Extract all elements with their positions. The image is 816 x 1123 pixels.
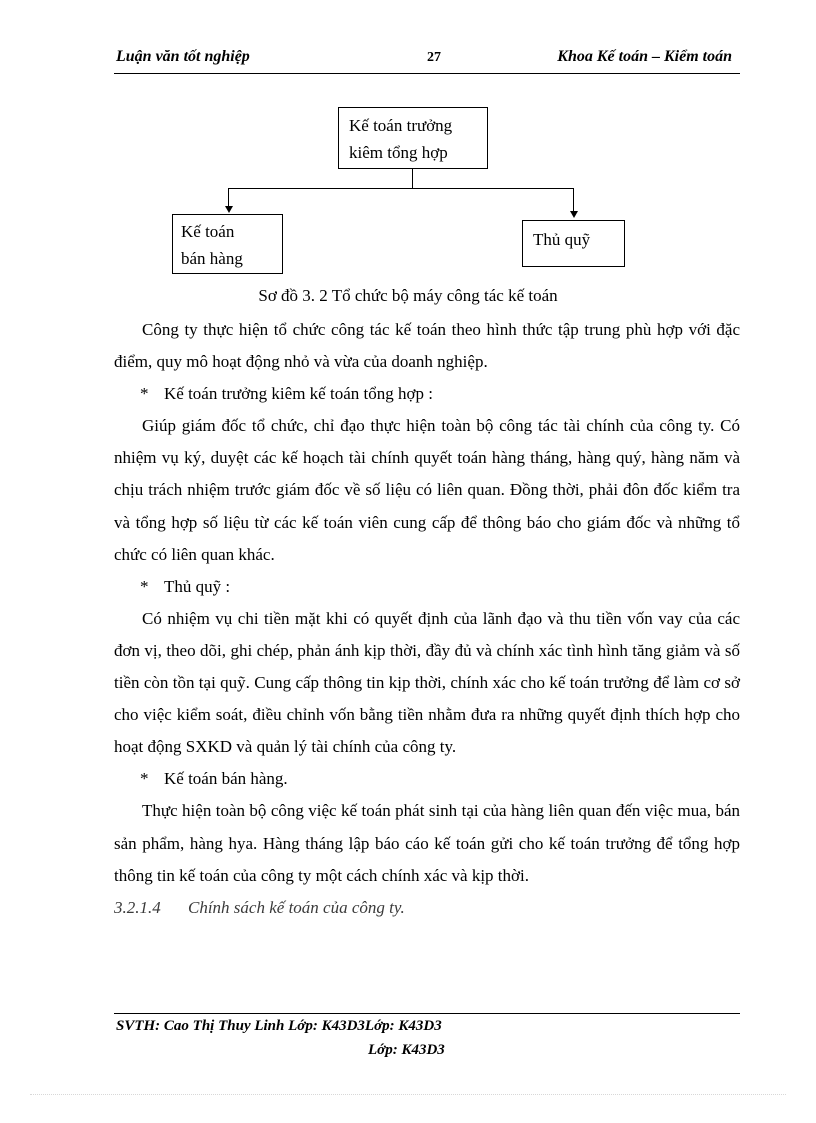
bullet-text: Kế toán trưởng kiêm kế toán tổng hợp : — [164, 384, 433, 404]
org-box-line: Kế toán — [181, 222, 235, 241]
bullet-icon: * — [140, 769, 149, 789]
bullet-heading — [114, 571, 740, 603]
paragraph: Thực hiện toàn bộ công việc kế toán phát sinh tại của hàng liên quan đến việc mua, bán sản phẩm, hàng hya. Hàng tháng lập báo cáo kế toán gửi cho kế toán trưởng để tổng hợp thông tin kế toán của công ty một cách chính xác và kịp thời. — [114, 801, 740, 885]
paragraph: Công ty thực hiện tổ chức công tác kế toán theo hình thức tập trung phù hợp với đặc điểm, quy mô hoạt động nhỏ và vừa của doanh nghiệp. — [114, 320, 740, 372]
header-title-left: Luận văn tốt nghiệp — [116, 48, 250, 65]
bullet-heading — [114, 378, 740, 410]
header-divider — [114, 73, 740, 74]
page-edge-dots — [30, 1094, 786, 1095]
footer-class-line: Lớp: K43D3 — [368, 1042, 445, 1058]
org-box-line: bán hàng — [181, 249, 243, 268]
org-connector-horizontal — [228, 188, 574, 189]
org-connector-left-drop — [228, 188, 229, 208]
header-title-right: Khoa Kế toán – Kiểm toán — [557, 48, 732, 65]
org-box-sales-accountant — [172, 214, 283, 274]
footer-student-line: SVTH: Cao Thị Thuy Linh Lớp: K43D3Lớp: K43D3 — [116, 1018, 442, 1034]
org-box-chief-accountant — [338, 107, 488, 169]
paragraph: Có nhiệm vụ chi tiền mặt khi có quyết định của lãnh đạo và thu tiền vốn vay của các đơn vị, theo dõi, ghi chép, phản ánh kịp thời, đầy đủ và chính xác tình hình tăng giảm và số tiền còn tồn tại quỹ. Cung cấp thông tin kịp thời, chính xác cho kế toán trưởng để làm cơ sở cho việc kiểm soát, điều chỉnh vốn bằng tiền nhằm đưa ra những quyết định thích hợp cho hoạt động SXKD và quản lý tài chính của công ty. — [114, 608, 740, 757]
bullet-icon: * — [140, 576, 149, 596]
org-connector-right-drop — [573, 188, 574, 212]
figure-caption: Sơ đồ 3. 2 Tổ chức bộ máy công tác kế toán — [258, 286, 558, 305]
arrow-down-icon — [570, 211, 578, 218]
document-body — [114, 314, 740, 924]
paragraph: Giúp giám đốc tổ chức, chỉ đạo thực hiện toàn bộ công tác tài chính của công ty. Có nhiệm vụ ký, duyệt các kế hoạch tài chính quyết toán hàng tháng, hàng quý, hàng năm và chịu trách nhiệm trước giám đốc về số liệu có liên quan. Đồng thời, phải đôn đốc kiểm tra và tổng hợp số liệu từ các kế toán viên cung cấp để thông báo cho giám đốc và những tổ chức có liên quan khác. — [114, 416, 740, 564]
org-connector-vertical — [412, 169, 413, 189]
org-box-line: kiêm tổng hợp — [349, 143, 448, 162]
bullet-text: Thủ quỹ : — [164, 576, 231, 596]
org-box-line: Thủ quỹ — [533, 230, 591, 249]
arrow-down-icon — [225, 206, 233, 213]
bullet-text: Kế toán bán hàng. — [164, 769, 288, 789]
section-title: Chính sách kế toán của công ty. — [188, 897, 405, 917]
org-box-treasurer — [522, 220, 625, 267]
bullet-heading — [114, 763, 740, 795]
page-number: 27 — [427, 50, 441, 65]
bullet-icon: * — [140, 384, 149, 404]
footer-divider — [114, 1013, 740, 1014]
section-number: 3.2.1.4 — [114, 897, 161, 917]
org-box-line: Kế toán trưởng — [349, 116, 453, 135]
section-heading — [114, 892, 740, 924]
